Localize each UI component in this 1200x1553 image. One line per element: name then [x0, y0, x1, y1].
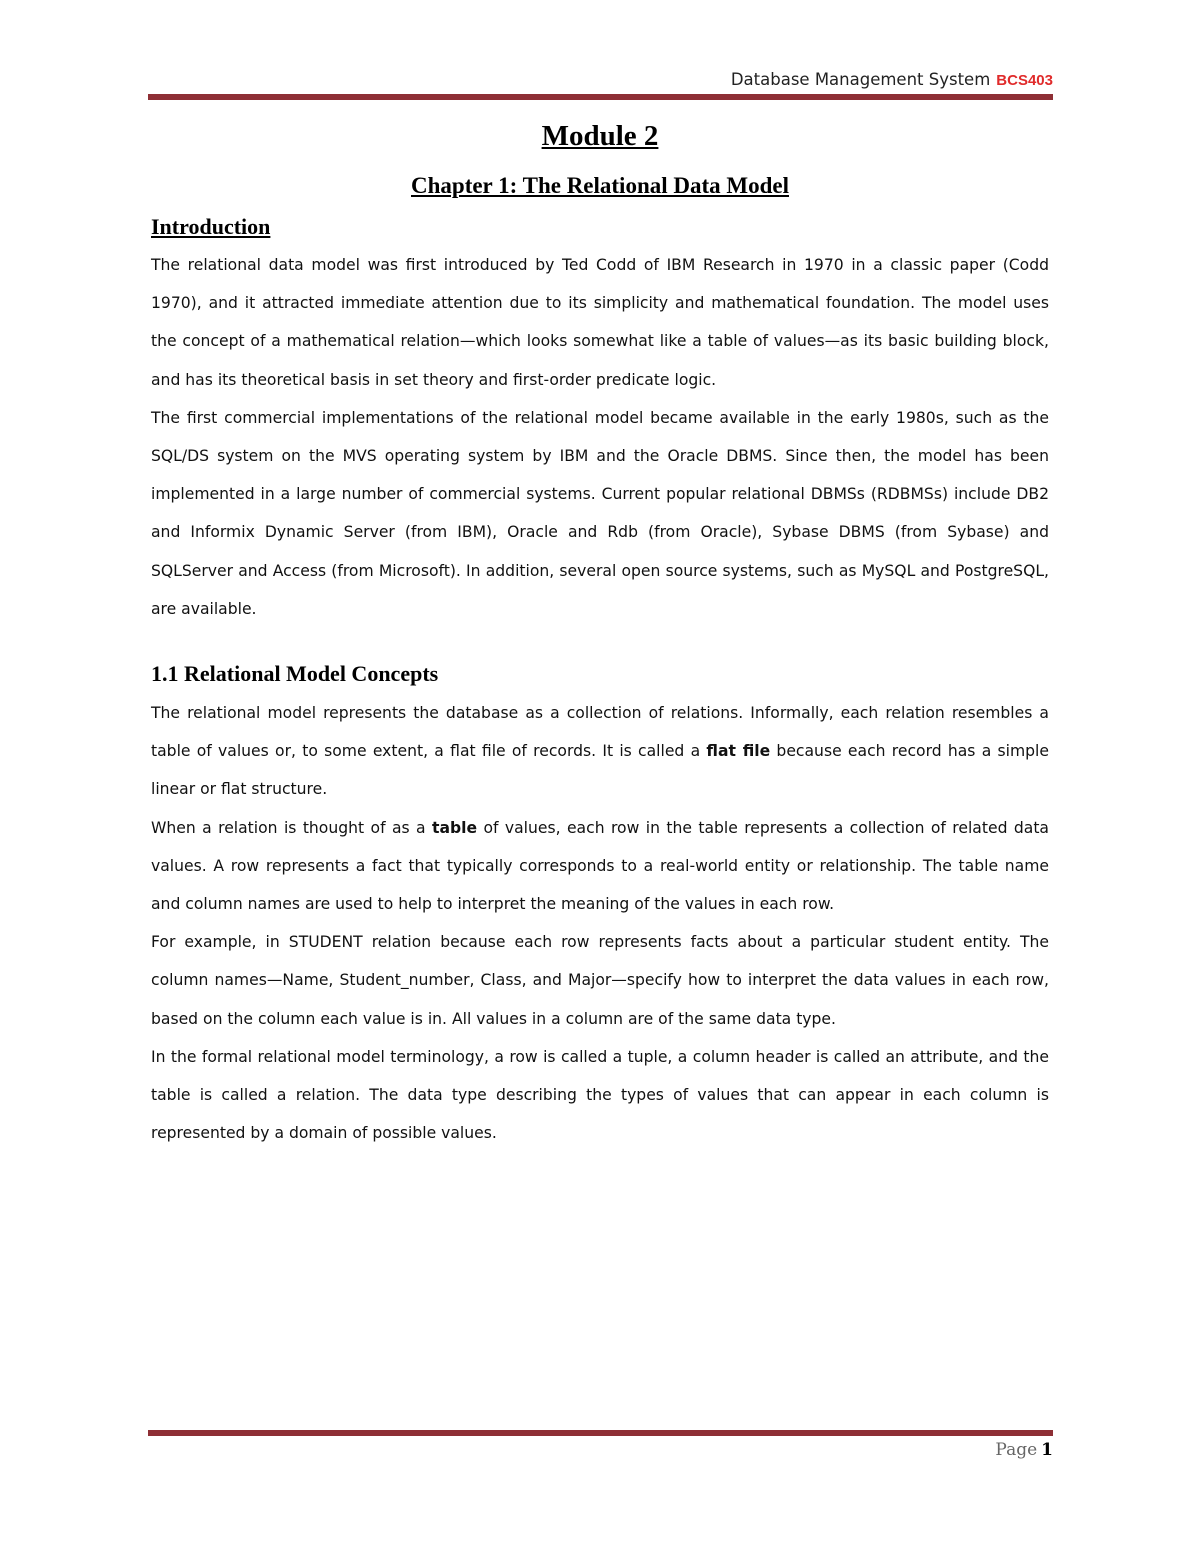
page-content [151, 112, 1049, 1152]
text-run: When a relation is thought of as a [151, 818, 432, 837]
term-table: table [432, 818, 478, 837]
page-label: Page [995, 1440, 1038, 1460]
page-footer [148, 1440, 1053, 1460]
text-run: The relational model represents the database as a collection of relations. Informally, each relation resembles a table of values or, to some extent, a flat file of records. It is called a [151, 704, 1049, 761]
relational-model-concepts-heading: 1.1 Relational Model Concepts [151, 661, 439, 687]
page-header [148, 70, 1053, 94]
course-code: BCS403 [996, 72, 1053, 89]
header-title: Database Management System [730, 70, 991, 89]
concepts-paragraph-1 [151, 694, 1049, 809]
intro-paragraph-1: The relational data model was first introduced by Ted Codd of IBM Research in 1970 in a classic paper (Codd 1970), and it attracted immediate attention due to its simplicity and mathematical foundation. The model uses the concept of a mathematical relation—which looks somewhat like a table of values—as its basic building block, and has its theoretical basis in set theory and first-order predicate logic. [151, 256, 1049, 389]
header-rule [148, 94, 1053, 100]
concepts-paragraph-2 [151, 809, 1049, 924]
intro-paragraph-2: The first commercial implementations of the relational model became available in the early 1980s, such as the SQL/DS system on the MVS operating system by IBM and the Oracle DBMS. Since then, the model has been implemented in a large number of commercial systems. Current popular relational DBMSs (RDBMSs) include DB2 and Informix Dynamic Server (from IBM), Oracle and Rdb (from Oracle), Sybase DBMS (from Sybase) and SQLServer and Access (from Microsoft). In addition, several open source systems, such as MySQL and PostgreSQL, are available. [151, 408, 1049, 618]
concepts-paragraph-4: In the formal relational model terminology, a row is called a tuple, a column header is called an attribute, and the table is called a relation. The data type describing the types of values that can appear in each column is represented by a domain of possible values. [151, 1047, 1049, 1143]
text-run: of values, each row in the table represents a collection of related data values. A row represents a fact that typically corresponds to a real-world entity or relationship. The table name and column names are used to help to interpret the meaning of the values in each row. [151, 818, 1049, 914]
text-run: because each record has a simple linear or flat structure. [151, 742, 1049, 799]
term-flat-file: flat file [706, 742, 771, 761]
footer-rule [148, 1430, 1053, 1436]
module-title: Module 2 [541, 120, 659, 152]
concepts-paragraph-3: For example, in STUDENT relation because each row represents facts about a particular student entity. The column names—Name, Student_number, Class, and Major—specify how to interpret the data values in each row, based on the column each value is in. All values in a column are of the same data type. [151, 933, 1049, 1028]
chapter-title: Chapter 1: The Relational Data Model [411, 173, 789, 198]
introduction-heading: Introduction [151, 214, 271, 239]
page-number: 1 [1041, 1440, 1053, 1460]
